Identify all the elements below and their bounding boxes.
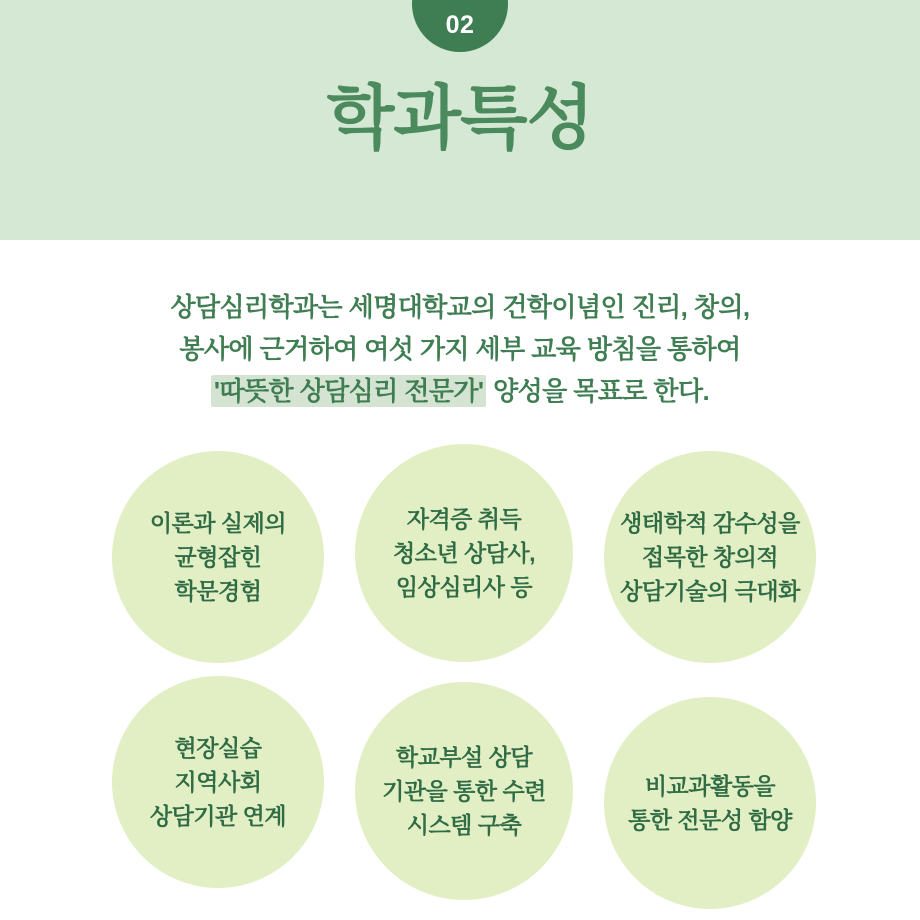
feature-circle-6	[604, 697, 816, 909]
feature-circle-5-line-1: 학교부설 상담	[395, 743, 533, 770]
feature-circle-3-text	[610, 506, 810, 608]
intro-line-3-suffix: 양성을 목표로 한다.	[486, 376, 710, 407]
feature-circle-4	[112, 676, 324, 888]
feature-circle-2-line-1: 자격증 취득	[406, 505, 522, 532]
feature-circle-1-line-2: 균형잡힌	[174, 543, 262, 570]
feature-circle-3-line-2: 접목한 창의적	[641, 543, 779, 570]
feature-circle-1-line-3: 학문경험	[174, 578, 262, 605]
intro-line-3	[0, 370, 920, 412]
feature-circle-2-line-2: 청소년 상담사,	[392, 539, 536, 566]
feature-circle-6-line-2: 통한 전문성 함양	[628, 807, 792, 833]
feature-circle-5	[355, 682, 573, 900]
feature-circle-4-line-2: 지역사회	[174, 768, 262, 795]
feature-circle-3-line-3: 상담기술의 극대화	[620, 578, 800, 605]
section-number-label: 02	[445, 11, 475, 39]
header-band	[0, 0, 920, 240]
feature-circle-2	[355, 444, 573, 662]
feature-circle-5-line-2: 기관을 통한 수련	[382, 777, 546, 804]
feature-circle-2-text	[383, 502, 545, 604]
feature-circle-2-line-3: 임상심리사 등	[395, 574, 533, 601]
feature-circle-grid	[0, 444, 920, 920]
page-title: 학과특성	[326, 79, 594, 157]
feature-circle-6-text	[618, 769, 802, 837]
feature-circle-1	[112, 451, 324, 663]
section-number-badge	[412, 0, 508, 52]
feature-circle-4-line-3: 상담기관 연계	[149, 803, 287, 830]
feature-circle-3-line-1: 생태학적 감수성을	[620, 509, 800, 536]
feature-circle-1-text	[140, 506, 296, 608]
feature-circle-5-text	[372, 740, 556, 842]
intro-line-1: 상담심리학과는 세명대학교의 건학이념인 진리, 창의,	[170, 292, 750, 322]
feature-circle-3	[604, 451, 816, 663]
intro-line-2: 봉사에 근거하여 여섯 가지 세부 교육 방침을 통하여	[179, 334, 741, 365]
feature-circle-4-line-1: 현장실습	[174, 734, 262, 761]
feature-circle-5-line-3: 시스템 구축	[406, 812, 522, 839]
intro-paragraph	[0, 286, 920, 412]
intro-highlight: '따뜻한 상담심리 전문가'	[211, 375, 487, 407]
feature-circle-6-line-1: 비교과활동을	[644, 772, 776, 799]
feature-circle-4-text	[140, 731, 296, 833]
feature-circle-1-line-1: 이론과 실제의	[149, 509, 287, 536]
